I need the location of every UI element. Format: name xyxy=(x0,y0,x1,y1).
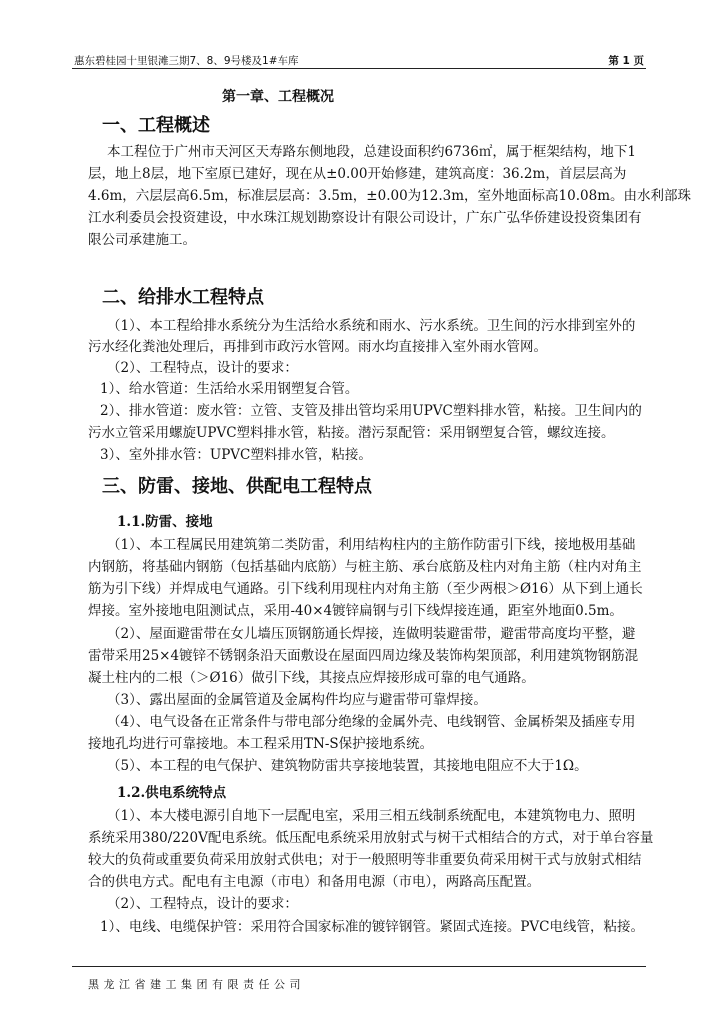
section3-line: 合的供电方式。配电有主电源（市电）和备用电源（市电），两路高压配置。 xyxy=(88,874,541,890)
chapter-title: 第一章、工程概况 xyxy=(222,89,334,105)
section3-line: 雷带采用25×4镀锌不锈钢条沿天面敷设在屋面四周边缘及装饰构架顶部，利用建筑物钢筋混 xyxy=(88,648,639,664)
subsection-power-supply: 1.2.供电系统特点 xyxy=(117,785,227,801)
section3-line: （2）、屋面避雷带在女儿墙压顶钢筋通长焊接，连做明装避雷带，避雷带高度均平整，避 xyxy=(107,626,636,642)
section1-line: 江水利委员会投资建设，中水珠江规划勘察设计有限公司设计，广东广弘华侨建设投资集团有 xyxy=(88,210,642,226)
page-footer: 黑龙江省建工集团有限责任公司 xyxy=(88,978,305,991)
section1-line: 层，地上8层，地下室原已建好，现在从±0.00开始修建，建筑高度：36.2m，首层层高为 xyxy=(88,166,627,182)
section1-line: 4.6m，六层层高6.5m，标准层层高：3.5m，±0.00为12.3m，室外地面标高10.08m。由水利部珠 xyxy=(88,188,691,204)
section2-heading: 二、给排水工程特点 xyxy=(102,287,264,308)
section1-line: 限公司承建施工。 xyxy=(88,232,196,248)
section2-line: （2）、工程特点，设计的要求： xyxy=(107,360,298,376)
section1-line: 本工程位于广州市天河区天寿路东侧地段，总建设面积约6736㎡，属于框架结构，地下1 xyxy=(107,144,636,160)
section3-line: （4）、电气设备在正常条件与带电部分绝缘的金属外壳、电线钢管、金属桥架及插座专用 xyxy=(107,714,636,730)
page-header xyxy=(74,53,644,67)
section3-line: （1）、本大楼电源引自地下一层配电室，采用三相五线制系统配电，本建筑物电力、照明 xyxy=(107,808,636,824)
footer-divider xyxy=(72,966,646,967)
section1-heading: 一、工程概述 xyxy=(102,115,210,136)
section3-line: 内钢筋，将基础内钢筋（包括基础内底筋）与桩主筋、承台底筋及柱内对角主筋（柱内对角主 xyxy=(88,559,642,575)
header-project-title: 惠东碧桂园十里银滩三期7、8、9号楼及1#车库 xyxy=(74,55,299,67)
header-page-number: 第 1 页 xyxy=(608,55,644,67)
section2-line: （1）、本工程给排水系统分为生活给水系统和雨水、污水系统。卫生间的污水排到室外的 xyxy=(107,318,636,334)
section3-line: 接地孔均进行可靠接地。本工程采用TN-S保护接地系统。 xyxy=(88,736,434,752)
section3-line: 焊接。室外接地电阻测试点，采用-40×4镀锌扁钢与引下线焊接连通，距室外地面0.5m。 xyxy=(88,603,623,619)
section2-line: 3）、室外排水管：UPVC塑料排水管，粘接。 xyxy=(100,447,372,463)
section3-line: 较大的负荷或重要负荷采用放射式供电；对于一般照明等非重要负荷采用树干式与放射式相结 xyxy=(88,852,642,868)
section3-heading: 三、防雷、接地、供配电工程特点 xyxy=(102,476,372,497)
section3-line: （2）、工程特点，设计的要求： xyxy=(107,896,298,912)
section3-line: 凝土柱内的二根（＞Ø16）做引下线，其接点应焊接形成可靠的电气通路。 xyxy=(88,670,535,686)
section2-line: 污水经化粪池处理后，再排到市政污水管网。雨水均直接排入室外雨水管网。 xyxy=(88,339,547,355)
header-divider xyxy=(72,68,646,69)
section2-line: 污水立管采用螺旋UPVC塑料排水管，粘接。潜污泵配管：采用钢塑复合管，螺纹连接。 xyxy=(88,425,615,441)
section2-line: 1）、给水管道：生活给水采用钢塑复合管。 xyxy=(100,381,359,397)
section3-line: （1）、本工程属民用建筑第二类防雷，利用结构柱内的主筋作防雷引下线，接地极用基础 xyxy=(107,537,636,553)
subsection-lightning-grounding: 1.1.防雷、接地 xyxy=(117,514,213,530)
section2-line: 2）、排水管道：废水管：立管、支管及排出管均采用UPVC塑料排水管，粘接。卫生间内的 xyxy=(100,403,642,419)
section3-line: 1）、电线、电缆保护管：采用符合国家标准的镀锌钢管。紧固式连接。PVC电线管，粘接。 xyxy=(100,919,645,935)
section3-line: （3）、露出屋面的金属管道及金属构件均应与避雷带可靠焊接。 xyxy=(107,692,487,708)
section3-line: 筋为引下线）并焊成电气通路。引下线利用现柱内对角主筋（至少两根＞Ø16）从下到上通长 xyxy=(88,581,643,597)
section3-line: 系统采用380/220V配电系统。低压配电系统采用放射式与树干式相结合的方式，对于单台容量 xyxy=(88,830,654,846)
section3-line: （5）、本工程的电气保护、建筑物防雷共享接地装置，其接地电阻应不大于1Ω。 xyxy=(107,758,588,774)
